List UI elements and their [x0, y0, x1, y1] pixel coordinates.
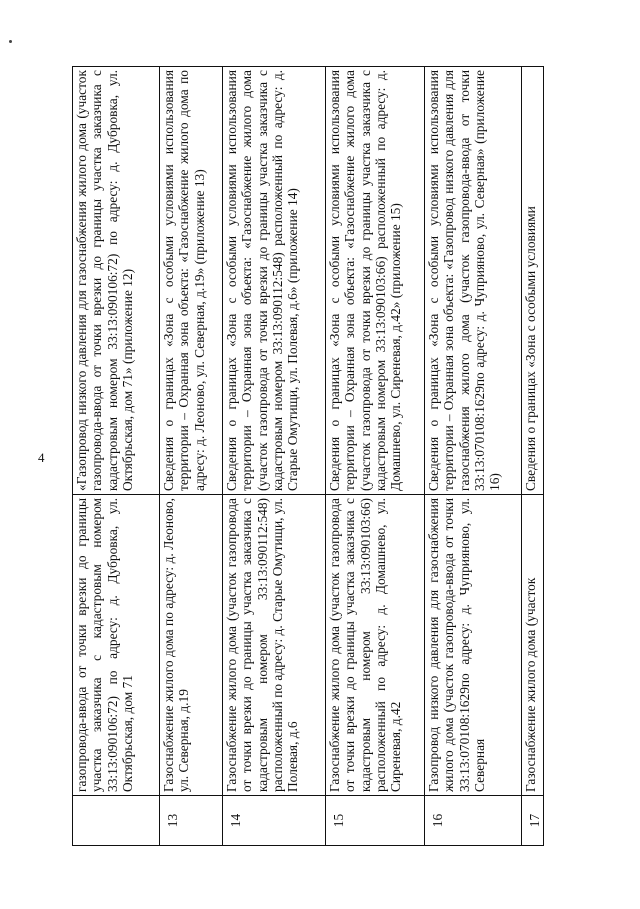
table-row	[425, 67, 522, 846]
row-number	[73, 796, 160, 846]
zone-info-cell: Сведения о границах «Зона с особыми условиями использования территории – Охранная зона объекта: «Газопровод низкого давления для газоснабжения жилого дома (участок газопровода-ввода от точки 33:13:070108:1629по адресу: д. Чуприяново, ул. Северная» (приложение 16)	[425, 67, 522, 495]
zone-info-cell: Сведения о границах «Зона с особыми условиями использования территории – Охранная зона объекта: «Газоснабжение жилого дома (участок газопровода от точки врезки до границы участка заказчика с кадастровым номером 33:13:090103:66) расположенный по адресу: д. Домашнево, ул. Сиреневая, д.42» (приложение 15)	[326, 67, 425, 495]
row-number: 14	[223, 796, 326, 846]
row-number: 13	[160, 796, 223, 846]
zone-info-cell: «Газопровод низкого давления для газоснабжения жилого дома (участок газопровода-ввода от точки врезки до границы участка заказчика с кадастровым номером 33:13:090106:72) по адресу: д. Дубровка, ул. Октябрьская, дом 71» (приложение 12)	[73, 67, 160, 495]
object-name-cell: Газоснабжение жилого дома (участок	[522, 495, 544, 796]
row-number: 15	[326, 796, 425, 846]
zone-info-cell: Сведения о границах «Зона с особыми условиями использования территории – Охранная зона объекта: «Газоснабжение жилого дома по адресу: д. Леоново, ул. Северная, д.19» (приложение 13)	[160, 67, 223, 495]
zone-info-cell: Сведения о границах «Зона с особыми условиями	[522, 67, 544, 495]
zones-table	[72, 66, 544, 846]
table-row	[223, 67, 326, 846]
object-name-cell: Газопровод низкого давления для газоснабжения жилого дома (участок газопровода-ввода от точки 33:13:070108:1629по адресу: д. Чуприяново, ул. Северная	[425, 495, 522, 796]
object-name-cell: Газоснабжение жилого дома (участок газопровода от точки врезки до границы участка заказчика с кадастровым номером 33:13:090112:548) расположенный по адресу: д. Старые Омутищи, ул. Полевая, д.6	[223, 495, 326, 796]
table-row	[73, 67, 160, 846]
object-name-cell: Газоснабжение жилого дома (участок газопровода от точки врезки до границы участка заказчика с кадастровым номером 33:13:090103:66) расположенный по адресу: д. Домашнево, ул. Сиреневая, д.42	[326, 495, 425, 796]
zone-info-cell: Сведения о границах «Зона с особыми условиями использования территории – Охранная зона объекта: «Газоснабжение жилого дома (участок газопровода от точки врезки до границы участка заказчика с кадастровым номером 33:13:090112:548) расположенный по адресу: д. Старые Омутищи, ул. Полевая, д.6» (приложение 14)	[223, 67, 326, 495]
row-number: 17	[522, 796, 544, 846]
table-row	[326, 67, 425, 846]
scan-speck	[9, 40, 12, 43]
row-number: 16	[425, 796, 522, 846]
table-row	[522, 67, 544, 846]
rotated-table-page	[72, 67, 541, 846]
object-name-cell: газопровода-ввода от точки врезки до границы участка заказчика с кадастровым номером 33:13:090106:72) по адресу: д. Дубровка, ул. Октябрьская, дом 71	[73, 495, 160, 796]
table-row	[160, 67, 223, 846]
object-name-cell: Газоснабжение жилого дома по адресу: д. Леоново, ул. Северная, д.19	[160, 495, 223, 796]
page-number: 4	[38, 450, 45, 465]
